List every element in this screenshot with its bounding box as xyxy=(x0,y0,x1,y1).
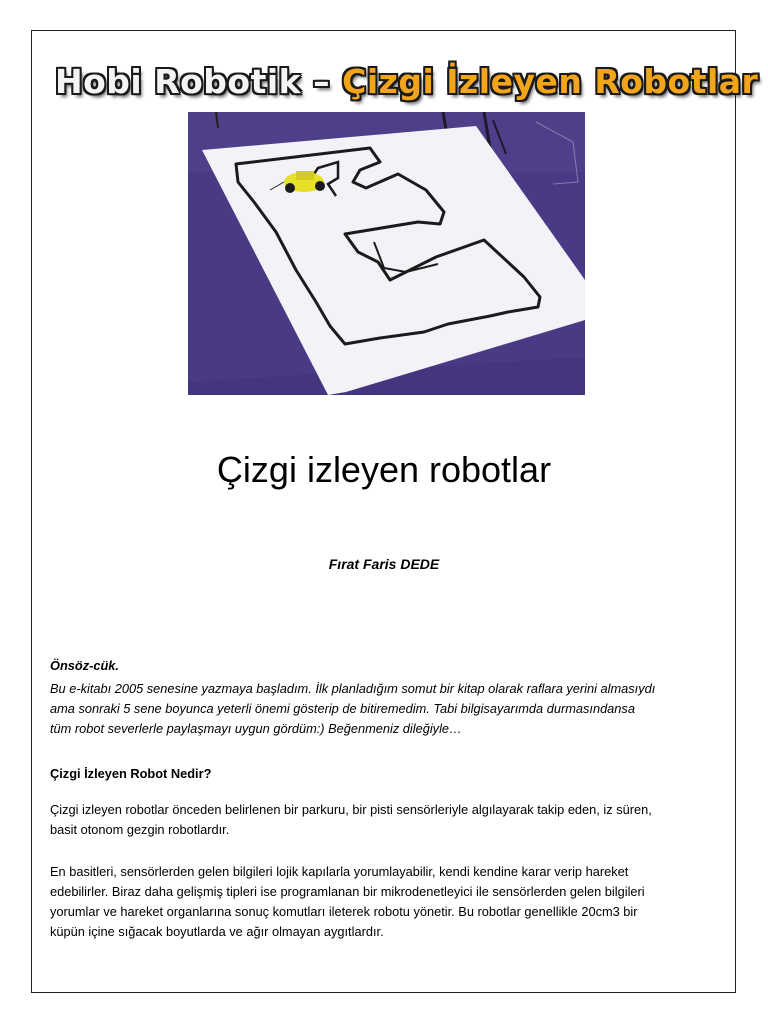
paragraph-line: En basitleri, sensörlerden gelen bilgileri lojik kapılarla yorumlayabilir, kendi kendine karar verip hareket xyxy=(50,864,629,879)
paragraph-line: Çizgi izleyen robotlar önceden belirlenen bir parkuru, bir pisti sensörleriyle algılayarak takip eden, iz süren, xyxy=(50,802,652,817)
paragraph-line: basit otonom gezgin robotlardır. xyxy=(50,822,230,837)
paragraph-line: küpün içine sığacak boyutlarda ve ağır olmayan aygıtlardır. xyxy=(50,924,384,939)
document-title: Çizgi izleyen robotlar xyxy=(216,449,552,490)
banner-title xyxy=(55,62,759,101)
preface-heading: Önsöz-cük. xyxy=(50,658,119,673)
section-heading: Çizgi İzleyen Robot Nedir? xyxy=(50,766,212,781)
line-follower-track-photo xyxy=(188,112,585,395)
preface-line: Bu e-kitabı 2005 senesine yazmaya başladım. İlk planladığım somut bir kitap olarak raflara yerini almasıydı xyxy=(50,681,656,696)
preface-line: ama sonraki 5 sene boyunca yeterli önemi gösterip de bitiremedim. Tabi bilgisayarımda durmasındansa xyxy=(50,701,635,716)
preface-paragraph xyxy=(50,679,726,739)
paragraph-line: yorumlar ve hareket organlarına sonuç komutları ileterek robotu yönetir. Bu robotlar genellikle 20cm3 bir xyxy=(50,904,638,919)
section-paragraph-1 xyxy=(50,800,726,840)
banner-part-2: Çizgi İzleyen Robotlar xyxy=(342,62,759,101)
banner-part-1: Hobi Robotik – xyxy=(55,62,343,101)
paragraph-line: edebilirler. Biraz daha gelişmiş tipleri ise programlanan bir mikrodenetleyici ile sensörlerden gelen bilgileri xyxy=(50,884,645,899)
preface-line: tüm robot severlerle paylaşmayı uygun gördüm:) Beğenmeniz dileğiyle… xyxy=(50,721,462,736)
author-name: Fırat Faris DEDE xyxy=(328,556,440,572)
section-paragraph-2 xyxy=(50,862,726,942)
